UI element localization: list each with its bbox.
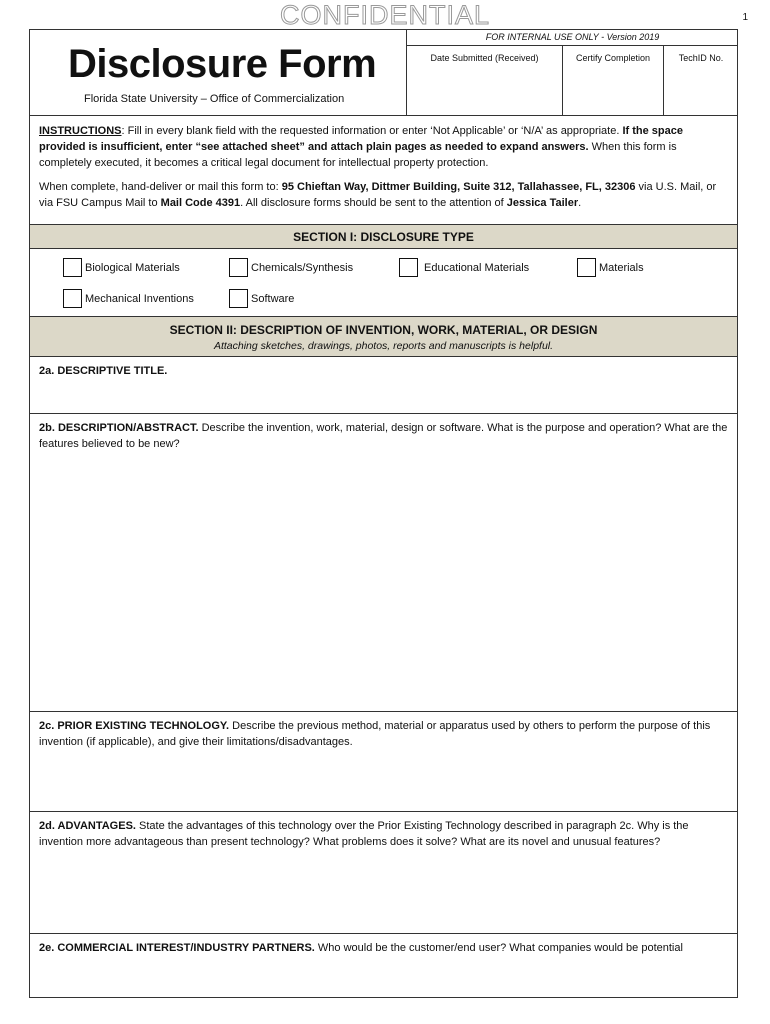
disclosure-type-options (30, 249, 737, 317)
option-label: Educational Materials (424, 261, 530, 274)
field-2e-prompt: Who would be the customer/end user? What companies would be potential (314, 942, 683, 954)
option-label: Software (251, 292, 295, 305)
mail-instructions-end: . (578, 197, 582, 209)
field-2a-label: 2a. DESCRIPTIVE TITLE. (39, 365, 168, 377)
mail-address: 95 Chieftan Way, Dittmer Building, Suite 312, Tallahassee, FL, 32306 (281, 181, 636, 193)
page-number: 1 (742, 12, 748, 23)
checkbox-icon[interactable] (399, 258, 418, 277)
mail-instructions-3: . All disclosure forms should be sent to the attention of (240, 197, 507, 209)
option-educational-materials[interactable] (399, 258, 529, 277)
instructions-block (30, 116, 737, 225)
section-2-title: SECTION II: DESCRIPTION OF INVENTION, WORK, MATERIAL, OR DESIGN (169, 323, 598, 337)
checkbox-icon[interactable] (63, 289, 82, 308)
form-subtitle: Florida State University – Office of Commercialization (84, 93, 345, 105)
field-2b-label: 2b. DESCRIPTION/ABSTRACT. (39, 422, 199, 434)
mail-instructions: When complete, hand-deliver or mail this form to: (39, 181, 282, 193)
field-2b-description[interactable] (30, 414, 737, 712)
form-title: Disclosure Form (68, 42, 377, 86)
instructions-text: : Fill in every blank field with the requested information or enter ‘Not Applicable’ or ‘N/A’ as appropriate. (121, 125, 623, 137)
field-2b-prompt: Describe the invention, work, material, design or software. What is the purpose and operation? What are the features believed to be new? (39, 422, 728, 450)
field-2d-prompt: State the advantages of this technology over the Prior Existing Technology described in paragraph 2c. Why is the invention more advantageous than present technology? What problems does it solve? What are its novel and unusual features? (39, 820, 689, 848)
certify-completion-field[interactable]: Certify Completion (563, 46, 664, 115)
internal-use-title: FOR INTERNAL USE ONLY - Version 2019 (407, 30, 738, 46)
field-2c-label: 2c. PRIOR EXISTING TECHNOLOGY. (39, 720, 230, 732)
option-software[interactable] (229, 289, 294, 308)
option-chemicals-synthesis[interactable] (229, 258, 353, 277)
section-2-note: Attaching sketches, drawings, photos, reports and manuscripts is helpful. (213, 340, 554, 352)
date-submitted-field[interactable]: Date Submitted (Received) (407, 46, 563, 115)
section-1-header: SECTION I: DISCLOSURE TYPE (30, 225, 737, 249)
option-label: Mechanical Inventions (85, 292, 194, 305)
instructions-label: INSTRUCTIONS (39, 125, 122, 137)
option-label: Biological Materials (85, 261, 180, 274)
field-2a-descriptive-title[interactable] (30, 357, 737, 414)
form-header (30, 30, 737, 116)
section-2-header (30, 317, 737, 357)
option-label: Materials (599, 261, 644, 274)
disclosure-form (29, 29, 738, 998)
techid-field[interactable]: TechID No. (678, 53, 724, 63)
internal-use-box (406, 30, 738, 115)
instructions-text-2: When this form is completely executed, it becomes a critical legal document for intellectual property protection. (39, 141, 677, 169)
checkbox-icon[interactable] (577, 258, 596, 277)
contact-name: Jessica Tailer (506, 197, 579, 209)
option-mechanical-inventions[interactable] (63, 289, 194, 308)
mail-instructions-2: via U.S. Mail, or via FSU Campus Mail to (39, 181, 717, 209)
confidential-watermark: CONFIDENTIAL (279, 0, 491, 30)
instructions-bold-note: If the space provided is insufficient, enter “see attached sheet” and attach plain pages as needed to expand answers. (39, 125, 683, 153)
option-label: Chemicals/Synthesis (251, 261, 354, 274)
option-materials[interactable] (577, 258, 644, 277)
checkbox-icon[interactable] (229, 289, 248, 308)
mail-code: Mail Code 4391 (160, 197, 241, 209)
checkbox-icon[interactable] (63, 258, 82, 277)
field-2c-prior-technology[interactable] (30, 712, 737, 812)
option-biological-materials[interactable] (63, 258, 180, 277)
field-2e-commercial-interest[interactable] (30, 934, 737, 998)
field-2d-advantages[interactable] (30, 812, 737, 934)
field-2d-label: 2d. ADVANTAGES. (39, 820, 136, 832)
checkbox-icon[interactable] (229, 258, 248, 277)
field-2e-label: 2e. COMMERCIAL INTEREST/INDUSTRY PARTNERS. (39, 942, 315, 954)
field-2c-prompt: Describe the previous method, material or apparatus used by others to perform the purpose of this invention (if applicable), and give their limitations/disadvantages. (39, 720, 711, 748)
